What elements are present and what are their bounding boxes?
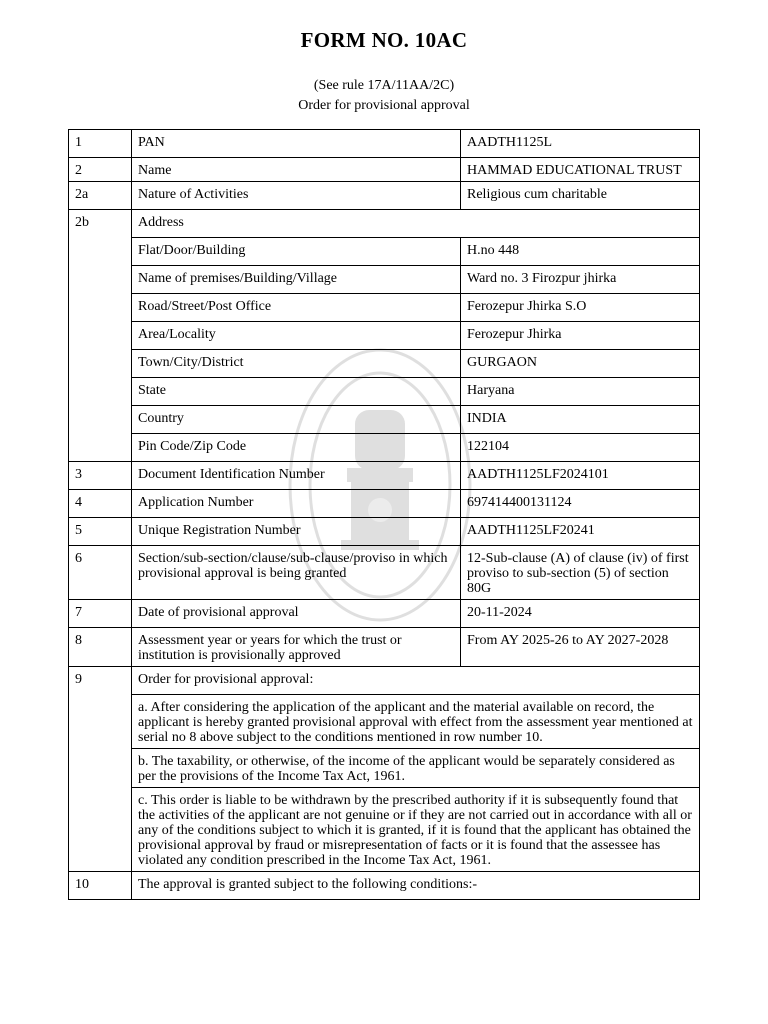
address-label: Town/City/District (132, 350, 461, 378)
table-row (69, 490, 700, 518)
table-row (69, 266, 700, 294)
field-value-section: 12-Sub-clause (A) of clause (iv) of first proviso to sub-section (5) of section 80G (461, 546, 700, 600)
row-number: 2a (69, 182, 132, 210)
conditions-heading: The approval is granted subject to the following conditions:- (132, 872, 700, 900)
field-label-urn: Unique Registration Number (132, 518, 461, 546)
address-value: 122104 (461, 434, 700, 462)
row-number: 4 (69, 490, 132, 518)
field-label-section: Section/sub-section/clause/sub-clause/proviso in which provisional approval is being granted (132, 546, 461, 600)
table-row (69, 695, 700, 749)
row-number: 8 (69, 628, 132, 667)
field-value-assessment-year: From AY 2025-26 to AY 2027-2028 (461, 628, 700, 667)
field-label-assessment-year: Assessment year or years for which the trust or institution is provisionally approved (132, 628, 461, 667)
table-row (69, 406, 700, 434)
address-value: INDIA (461, 406, 700, 434)
field-label-application-number: Application Number (132, 490, 461, 518)
table-row (69, 294, 700, 322)
form-title: FORM NO. 10AC (300, 28, 468, 52)
address-label: Area/Locality (132, 322, 461, 350)
field-value-din: AADTH1125LF2024101 (461, 462, 700, 490)
table-row (69, 462, 700, 490)
rule-reference: (See rule 17A/11AA/2C) (313, 78, 455, 93)
row-number: 2 (69, 158, 132, 182)
table-row (69, 350, 700, 378)
field-value-application-number: 697414400131124 (461, 490, 700, 518)
field-label-approval-date: Date of provisional approval (132, 600, 461, 628)
row-number: 3 (69, 462, 132, 490)
table-row (69, 667, 700, 695)
address-value: Ferozepur Jhirka (461, 322, 700, 350)
field-value-name: HAMMAD EDUCATIONAL TRUST (461, 158, 700, 182)
table-row (69, 788, 700, 872)
address-value: Haryana (461, 378, 700, 406)
table-row (69, 182, 700, 210)
address-label: State (132, 378, 461, 406)
field-label-name: Name (132, 158, 461, 182)
row-number: 7 (69, 600, 132, 628)
table-row (69, 238, 700, 266)
field-label-din: Document Identification Number (132, 462, 461, 490)
address-value: Ward no. 3 Firozpur jhirka (461, 266, 700, 294)
table-row (69, 210, 700, 238)
table-row (69, 518, 700, 546)
field-label-pan: PAN (132, 130, 461, 158)
row-number: 2b (69, 210, 132, 462)
table-row (69, 546, 700, 600)
address-label: Road/Street/Post Office (132, 294, 461, 322)
table-row (69, 434, 700, 462)
table-row (69, 130, 700, 158)
address-value: GURGAON (461, 350, 700, 378)
table-row (69, 378, 700, 406)
table-row (69, 600, 700, 628)
address-label: Pin Code/Zip Code (132, 434, 461, 462)
address-label: Country (132, 406, 461, 434)
field-label-nature: Nature of Activities (132, 182, 461, 210)
field-value-urn: AADTH1125LF20241 (461, 518, 700, 546)
table-row (69, 628, 700, 667)
row-number: 10 (69, 872, 132, 900)
table-row (69, 872, 700, 900)
order-paragraph-b: b. The taxability, or otherwise, of the income of the applicant would be separately considered as per the provisions of the Income Tax Act, 1961. (132, 749, 700, 788)
row-number: 5 (69, 518, 132, 546)
table-row (69, 749, 700, 788)
order-paragraph-a: a. After considering the application of the applicant and the material available on record, the applicant is hereby granted provisional approval with effect from the assessment year mentioned at serial no 8 above subject to the conditions mentioned in row number 10. (132, 695, 700, 749)
address-label: Flat/Door/Building (132, 238, 461, 266)
field-value-nature: Religious cum charitable (461, 182, 700, 210)
table-row (69, 158, 700, 182)
order-paragraph-c: c. This order is liable to be withdrawn by the prescribed authority if it is subsequently found that the activities of the applicant are not genuine or if they are not carried out in accordance with all or any of the conditions subject to which it is granted, if it is found that the applicant has obtained the provisional approval by fraud or misrepresentation of facts or it is found that the assessee has violated any condition prescribed in the Income Tax Act, 1961. (132, 788, 700, 872)
row-number: 6 (69, 546, 132, 600)
form-subtitle: Order for provisional approval (298, 98, 470, 113)
row-number: 9 (69, 667, 132, 872)
address-value: Ferozepur Jhirka S.O (461, 294, 700, 322)
field-value-approval-date: 20-11-2024 (461, 600, 700, 628)
form-table (68, 129, 700, 900)
address-value: H.no 448 (461, 238, 700, 266)
address-label: Name of premises/Building/Village (132, 266, 461, 294)
order-heading: Order for provisional approval: (132, 667, 700, 695)
table-row (69, 322, 700, 350)
row-number: 1 (69, 130, 132, 158)
field-label-address: Address (132, 210, 700, 238)
field-value-pan: AADTH1125L (461, 130, 700, 158)
